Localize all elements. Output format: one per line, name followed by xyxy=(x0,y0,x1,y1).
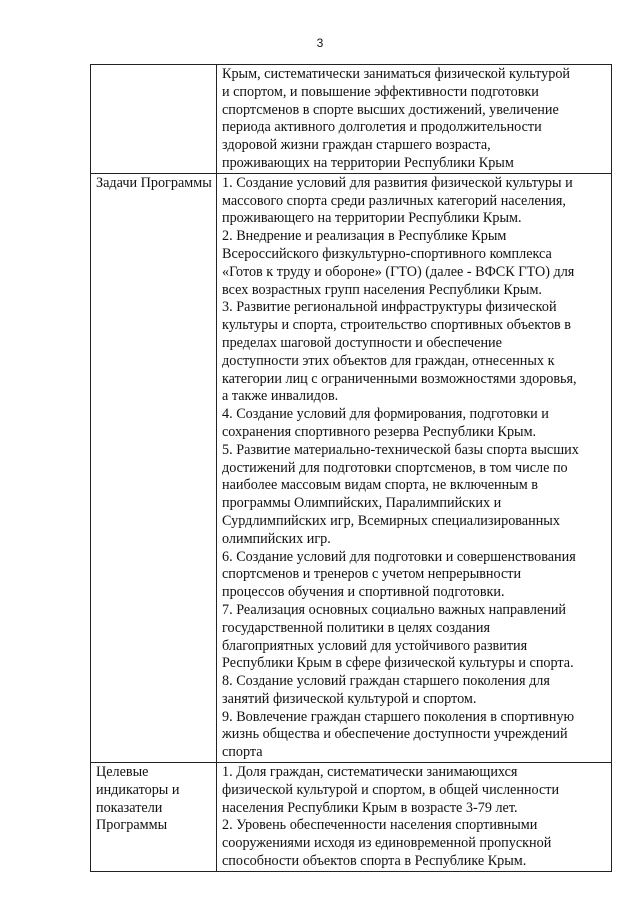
row-content-line: населения Республики Крым в возрасте 3-79 лет. xyxy=(222,799,518,816)
row-label-cell xyxy=(91,65,217,174)
page-number: 3 xyxy=(316,36,324,50)
row-content-cell xyxy=(217,65,612,174)
row-content-line: 3. Развитие региональной инфраструктуры физической xyxy=(222,299,557,316)
table-row xyxy=(91,65,612,174)
row-content-line: проживающих на территории Республики Крым xyxy=(222,154,514,171)
row-content-line: программы Олимпийских, Паралимпийских и xyxy=(222,495,502,512)
row-content-cell xyxy=(217,763,612,872)
row-content-line: Сурдлимпийских игр, Всемирных специализированных xyxy=(222,512,560,529)
row-content-line: достижений для подготовки спортсменов, в том числе по xyxy=(222,459,568,476)
row-label-line: показатели xyxy=(96,799,163,816)
row-content-line: способности объектов спорта в Республике Крым. xyxy=(222,853,527,870)
table-row xyxy=(91,763,612,872)
row-label-cell xyxy=(91,173,217,762)
row-content-line: пределах шаговой доступности и обеспечение xyxy=(222,334,502,351)
row-content-line: массового спорта среди различных категорий населения, xyxy=(222,192,566,209)
row-label-cell xyxy=(91,763,217,872)
row-content-line: процессов обучения и спортивной подготовки. xyxy=(222,584,505,601)
row-content-line: 6. Создание условий для подготовки и совершенствования xyxy=(222,548,576,565)
row-content-line: сооружениями исходя из единовременной пропускной xyxy=(222,835,552,852)
row-content-line: сохранения спортивного резерва Республики Крым. xyxy=(222,423,537,440)
row-content-line: 2. Уровень обеспеченности населения спортивными xyxy=(222,817,538,834)
row-content-line: всех возрастных групп населения Республики Крым. xyxy=(222,281,542,298)
row-content-line: 4. Создание условий для формирования, подготовки и xyxy=(222,406,549,423)
row-content-line: благоприятных условий для устойчивого развития xyxy=(222,637,528,654)
table-body xyxy=(91,65,612,872)
row-content-line: жизнь общества и обеспечение доступности учреждений xyxy=(222,726,568,743)
row-label-line: индикаторы и xyxy=(96,781,180,798)
row-content-line: доступности этих объектов для граждан, отнесенных к xyxy=(222,352,555,369)
row-content-line: Республики Крым в сфере физической культуры и спорта. xyxy=(222,655,574,672)
program-passport-table xyxy=(90,64,612,872)
row-content-line: наиболее массовым видам спорта, не включенным в xyxy=(222,477,538,494)
row-label-line: Целевые xyxy=(96,764,149,781)
row-content-line: категории лиц с ограниченными возможностями здоровья, xyxy=(222,370,577,387)
row-content-line: спорта xyxy=(222,744,263,761)
row-content-line: физической культурой и спортом, в общей численности xyxy=(222,781,560,798)
row-content-line: 1. Доля граждан, систематически занимающихся xyxy=(222,764,518,781)
row-content-line: Всероссийского физкультурно-спортивного комплекса xyxy=(222,245,552,262)
row-content-line: культуры и спорта, строительство спортивных объектов в xyxy=(222,317,571,334)
row-label-line: Программы xyxy=(96,817,168,834)
row-content-line: 7. Реализация основных социально важных направлений xyxy=(222,601,567,618)
row-content-line: спортсменов в спорте высших достижений, увеличение xyxy=(222,101,559,118)
row-content-line: «Готов к труду и обороне» (ГТО) (далее - ВФСК ГТО) для xyxy=(222,263,575,280)
row-content-line: Крым, систематически заниматься физической культурой xyxy=(222,66,571,82)
row-content-line: 2. Внедрение и реализация в Республике Крым xyxy=(222,228,507,245)
row-content-line: периода активного долголетия и продолжительности xyxy=(222,119,542,136)
table-row xyxy=(91,173,612,762)
row-content-line: занятий физической культурой и спортом. xyxy=(222,690,477,707)
row-content-line: а также инвалидов. xyxy=(222,388,339,405)
row-content-line: государственной политики в целях создания xyxy=(222,619,491,636)
row-content-cell xyxy=(217,173,612,762)
row-content-line: здоровой жизни граждан старшего возраста, xyxy=(222,137,491,154)
row-content-line: 9. Вовлечение граждан старшего поколения в спортивную xyxy=(222,708,575,725)
row-content-line: олимпийских игр. xyxy=(222,530,331,547)
row-content-line: 5. Развитие материально-технической базы спорта высших xyxy=(222,441,579,458)
row-content-line: 8. Создание условий граждан старшего поколения для xyxy=(222,673,550,690)
row-content-line: спортсменов и тренеров с учетом непрерывности xyxy=(222,566,522,583)
row-content-line: проживающего на территории Республики Крым. xyxy=(222,210,522,227)
row-content-line: и спортом, и повышение эффективности подготовки xyxy=(222,83,539,100)
row-content-line: 1. Создание условий для развития физической культуры и xyxy=(222,174,573,191)
row-label-line: Задачи Программы xyxy=(96,174,212,191)
